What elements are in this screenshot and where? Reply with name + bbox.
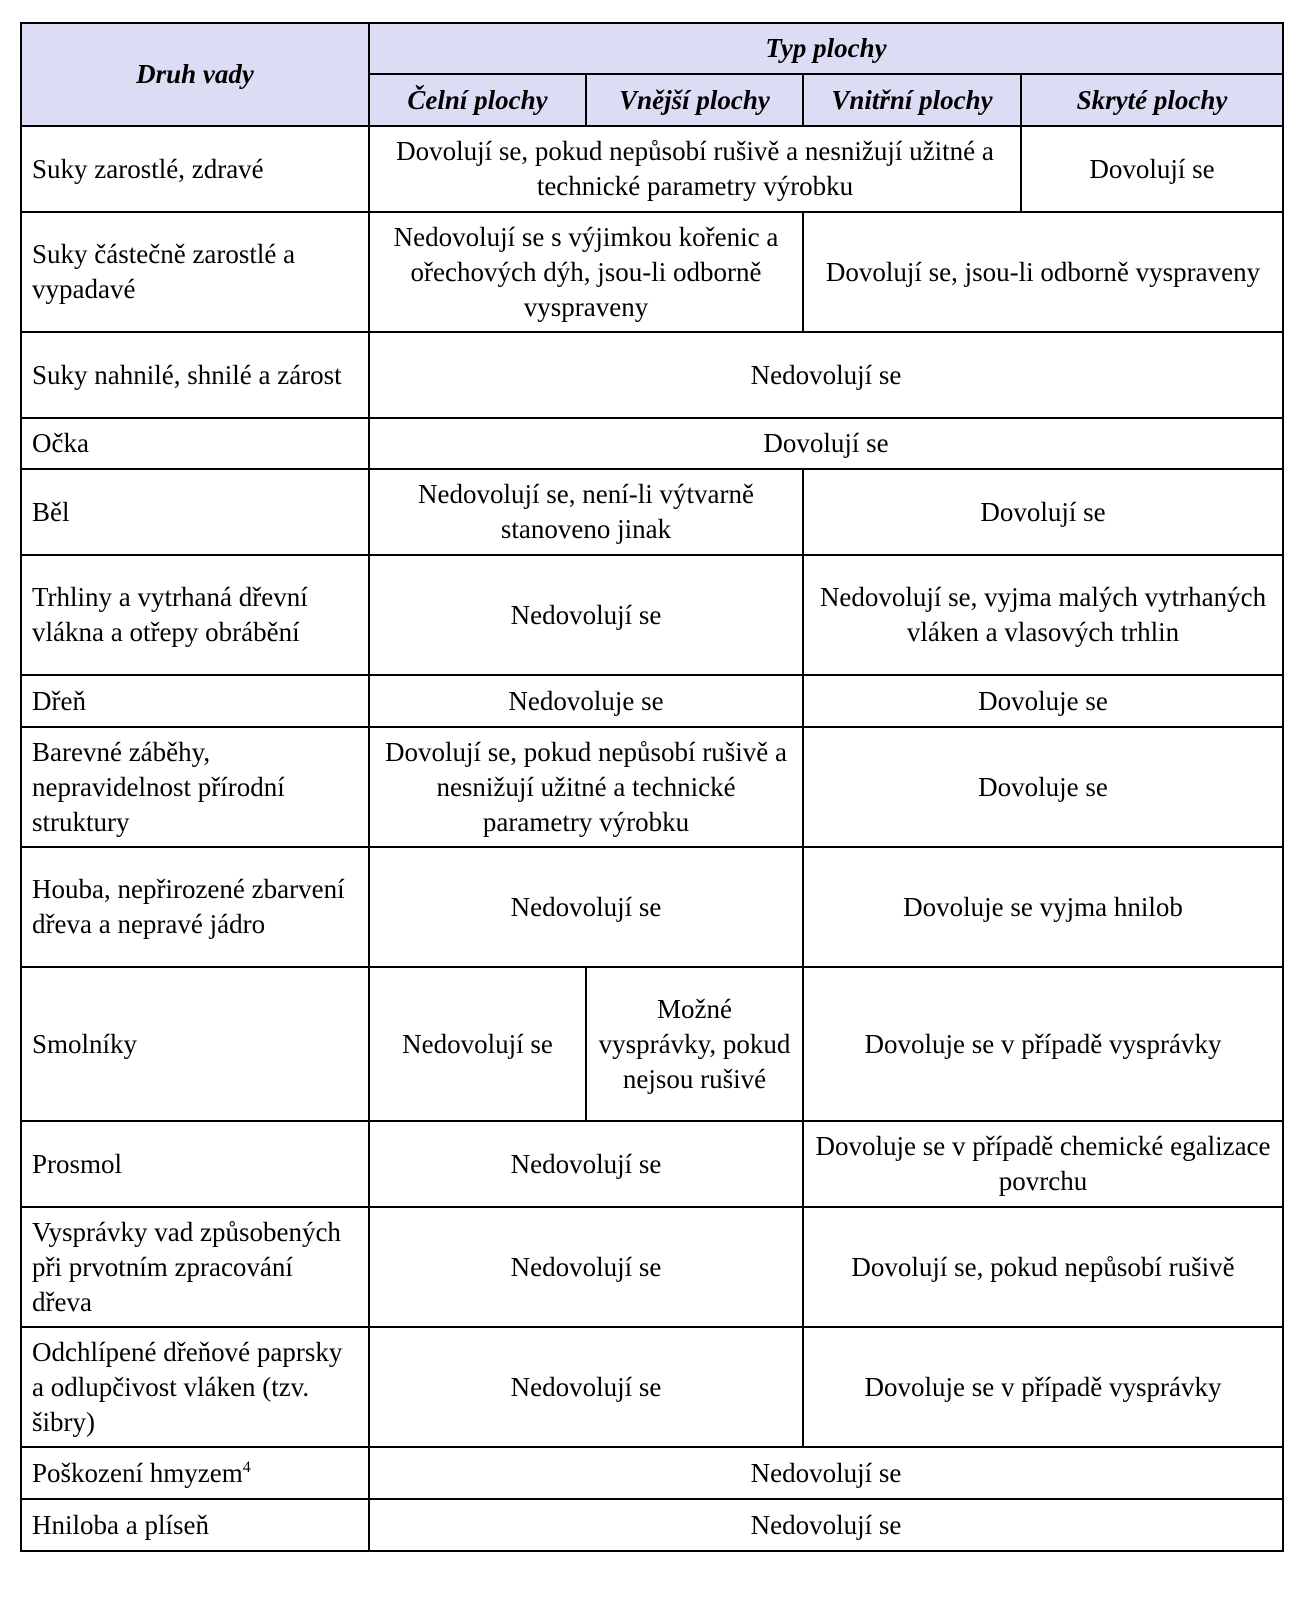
defect-label: Trhliny a vytrhaná dřevní vlákna a otřepy obrábění bbox=[21, 555, 369, 675]
defect-label: Prosmol bbox=[21, 1121, 369, 1207]
rule-cell: Dovoluje se v případě vysprávky bbox=[803, 967, 1283, 1121]
header-vnejsi-plochy: Vnější plochy bbox=[586, 74, 803, 126]
table-row bbox=[21, 418, 1283, 469]
rule-cell: Nedovoluje se bbox=[369, 675, 803, 727]
header-typ-plochy: Typ plochy bbox=[369, 23, 1283, 74]
rule-cell: Nedovolují se bbox=[369, 1207, 803, 1327]
table-row bbox=[21, 1327, 1283, 1447]
table-row bbox=[21, 126, 1283, 212]
defect-label: Odchlípené dřeňové paprsky a odlupčivost vláken (tzv. šibry) bbox=[21, 1327, 369, 1447]
rule-cell: Nedovolují se s výjimkou kořenic a ořechových dýh, jsou-li odborně vyspraveny bbox=[369, 212, 803, 332]
defect-label: Barevné záběhy, nepravidelnost přírodní struktury bbox=[21, 727, 369, 847]
rule-cell: Nedovolují se, vyjma malých vytrhaných vláken a vlasových trhlin bbox=[803, 555, 1283, 675]
rule-cell: Možné vysprávky, pokud nejsou rušivé bbox=[586, 967, 803, 1121]
table-row bbox=[21, 469, 1283, 555]
rule-cell: Dovoluje se vyjma hnilob bbox=[803, 847, 1283, 967]
defect-label: Houba, nepřirozené zbarvení dřeva a nepravé jádro bbox=[21, 847, 369, 967]
defect-label: Suky nahnilé, shnilé a zárost bbox=[21, 332, 369, 418]
defect-label: Očka bbox=[21, 418, 369, 469]
rule-cell: Nedovolují se bbox=[369, 1121, 803, 1207]
defect-label bbox=[21, 1447, 369, 1499]
header-skryte-plochy: Skryté plochy bbox=[1021, 74, 1283, 126]
table-row bbox=[21, 1447, 1283, 1499]
rule-cell: Nedovolují se bbox=[369, 1447, 1283, 1499]
header-vnitrni-plochy: Vnitřní plochy bbox=[803, 74, 1021, 126]
rule-cell: Nedovolují se bbox=[369, 1327, 803, 1447]
table-row bbox=[21, 967, 1283, 1121]
defect-label: Vysprávky vad způsobených při prvotním zpracování dřeva bbox=[21, 1207, 369, 1327]
header-druh-vady: Druh vady bbox=[21, 23, 369, 126]
table-row bbox=[21, 847, 1283, 967]
rule-cell: Dovoluje se v případě chemické egalizace povrchu bbox=[803, 1121, 1283, 1207]
defect-label: Suky zarostlé, zdravé bbox=[21, 126, 369, 212]
defect-label: Dřeň bbox=[21, 675, 369, 727]
table-row bbox=[21, 675, 1283, 727]
rule-cell: Nedovolují se bbox=[369, 967, 586, 1121]
table-row bbox=[21, 1499, 1283, 1551]
rule-cell: Dovolují se, pokud nepůsobí rušivě a nesnižují užitné a technické parametry výrobku bbox=[369, 727, 803, 847]
rule-cell: Dovolují se, jsou-li odborně vyspraveny bbox=[803, 212, 1283, 332]
defect-label: Běl bbox=[21, 469, 369, 555]
defects-table bbox=[20, 22, 1284, 1552]
rule-cell: Nedovolují se bbox=[369, 847, 803, 967]
table-row bbox=[21, 555, 1283, 675]
rule-cell: Dovoluje se bbox=[803, 675, 1283, 727]
table-row bbox=[21, 727, 1283, 847]
rule-cell: Dovolují se bbox=[803, 469, 1283, 555]
rule-cell: Dovolují se bbox=[369, 418, 1283, 469]
rule-cell: Dovolují se, pokud nepůsobí rušivě a nesnižují užitné a technické parametry výrobku bbox=[369, 126, 1021, 212]
rule-cell: Nedovolují se bbox=[369, 332, 1283, 418]
rule-cell: Nedovolují se bbox=[369, 555, 803, 675]
rule-cell: Dovoluje se v případě vysprávky bbox=[803, 1327, 1283, 1447]
defect-label: Suky částečně zarostlé a vypadavé bbox=[21, 212, 369, 332]
table-row bbox=[21, 332, 1283, 418]
table-row bbox=[21, 1207, 1283, 1327]
rule-cell: Dovolují se bbox=[1021, 126, 1283, 212]
header-celni-plochy: Čelní plochy bbox=[369, 74, 586, 126]
rule-cell: Nedovolují se bbox=[369, 1499, 1283, 1551]
defect-label-text: Poškození hmyzem bbox=[32, 1457, 243, 1488]
defect-label: Hniloba a plíseň bbox=[21, 1499, 369, 1551]
table-row bbox=[21, 212, 1283, 332]
rule-cell: Dovolují se, pokud nepůsobí rušivě bbox=[803, 1207, 1283, 1327]
header-row-1 bbox=[21, 23, 1283, 74]
rule-cell: Nedovolují se, není-li výtvarně stanoveno jinak bbox=[369, 469, 803, 555]
footnote-marker: 4 bbox=[242, 1458, 251, 1476]
rule-cell: Dovoluje se bbox=[803, 727, 1283, 847]
table-row bbox=[21, 1121, 1283, 1207]
defect-label: Smolníky bbox=[21, 967, 369, 1121]
